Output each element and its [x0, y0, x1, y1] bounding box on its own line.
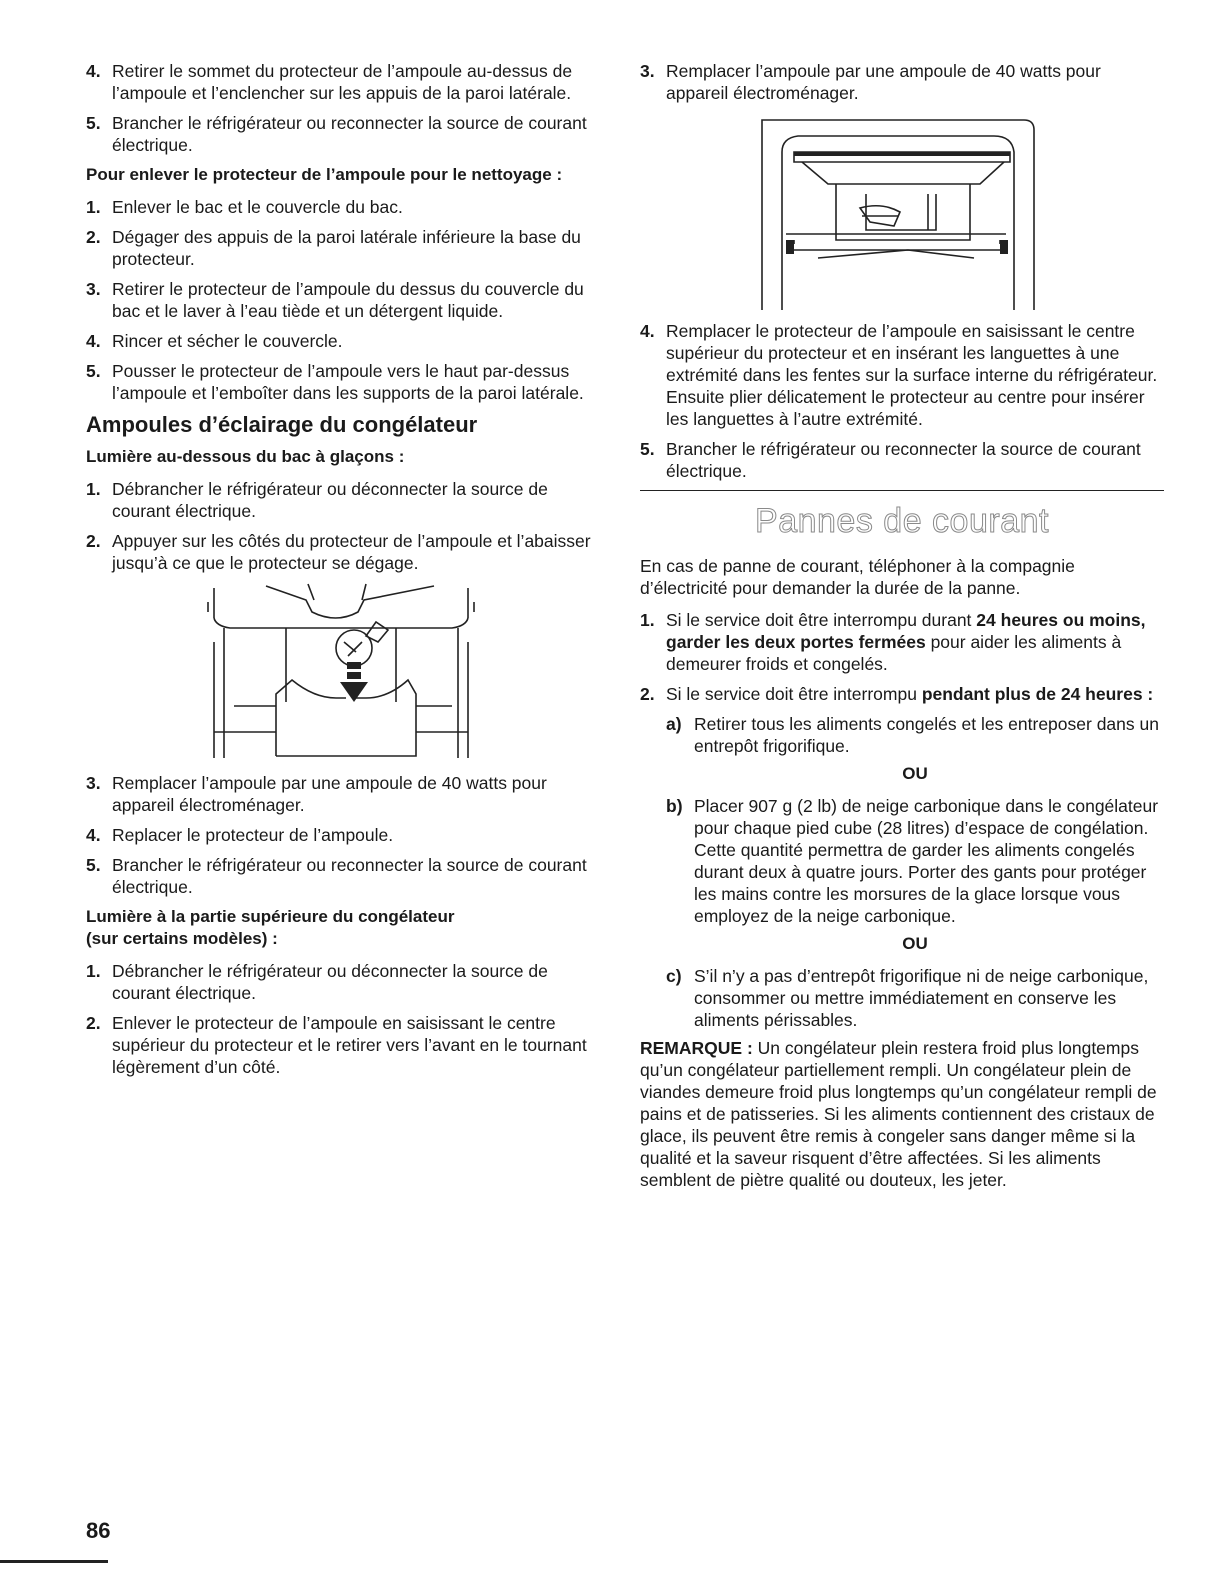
step-item — [640, 609, 1164, 675]
or-separator: OU — [902, 934, 928, 953]
step-number: 4. — [640, 321, 655, 341]
step-text: Rincer et sécher le couvercle. — [112, 331, 343, 351]
heading-line: Lumière à la partie supérieure du congélateur — [86, 907, 455, 926]
step-item — [86, 854, 608, 898]
footer-rule — [0, 1560, 108, 1563]
sub-step-text: S’il n’y a pas d’entrepôt frigorifique ni de neige carbonique, consommer ou mettre immédiatement en conserve les aliments périssables. — [694, 966, 1149, 1030]
step-number: 3. — [640, 61, 655, 81]
step-item — [640, 60, 1164, 104]
step-item — [640, 320, 1164, 430]
step-item — [86, 112, 608, 156]
step-number: 1. — [640, 610, 655, 630]
step-emphasis: 24 heures ou moins, garder les deux portes fermées — [666, 610, 1146, 652]
step-text: Pousser le protecteur de l’ampoule vers le haut par-dessus l’ampoule et l’emboîter dans les supports de la paroi latérale. — [112, 361, 584, 403]
step-number: 4. — [86, 825, 101, 845]
step-item — [86, 960, 608, 1004]
step-text: Retirer le protecteur de l’ampoule du dessus du couvercle du bac et le laver à l’eau tiède et un détergent liquide. — [112, 279, 584, 321]
step-text: Brancher le réfrigérateur ou reconnecter la source de courant électrique. — [666, 439, 1141, 481]
step-item — [86, 196, 608, 218]
step-list — [640, 320, 1164, 482]
freezer-lights-title: Ampoules d’éclairage du congélateur — [86, 412, 478, 437]
heading-line: (sur certains modèles) : — [86, 929, 278, 948]
light-shield-removal-illustration — [206, 582, 476, 762]
step-number: 1. — [86, 197, 101, 217]
sub-step-item — [666, 965, 1164, 1031]
step-item — [86, 530, 608, 574]
step-list — [640, 60, 1164, 104]
sub-step-list — [640, 965, 1164, 1031]
step-text: Retirer le sommet du protecteur de l’ampoule au-dessus de l’ampoule et l’enclencher sur les appuis de la paroi latérale. — [112, 61, 573, 103]
step-text: Dégager des appuis de la paroi latérale inférieure la base du protecteur. — [112, 227, 581, 269]
step-list — [86, 772, 608, 898]
step-item — [86, 360, 608, 404]
step-text: Replacer le protecteur de l’ampoule. — [112, 825, 394, 845]
step-number: 3. — [86, 279, 101, 299]
step-item — [86, 772, 608, 816]
top-freezer-light-illustration — [758, 112, 1038, 312]
step-text: pour aider les aliments à demeurer froids et congelés. — [666, 632, 1122, 674]
step-text: Enlever le protecteur de l’ampoule en saisissant le centre supérieur du protecteur et le retirer vers l’avant en le tournant légèrement d’un côté. — [112, 1013, 587, 1077]
power-outage-title: Pannes de courant — [755, 502, 1049, 540]
remark-text: Un congélateur plein restera froid plus longtemps qu’un congélateur partiellement rempli. Un congélateur plein de viandes demeure froid plus longtemps qu’un congélateur rempli de pains et de patisseries. Si les aliments contiennent des cristaux de glace, ils peuvent être remis à congeler sans danger même si la qualité et la saveur risquent d’être affectées. Si les aliments semblent de piètre qualité ou douteux, les jeter. — [640, 1038, 1157, 1190]
step-text: Remplacer le protecteur de l’ampoule en saisissant le centre supérieur du protecteur et en insérant les languettes à une extrémité dans les fentes sur la surface interne du réfrigérateur. Ensuite plier délicatement le protecteur au centre pour insérer les languettes à l’autre extrémité. — [666, 321, 1158, 429]
outage-step-list — [640, 609, 1164, 705]
section-divider — [640, 490, 1164, 491]
step-text: Appuyer sur les côtés du protecteur de l’ampoule et l’abaisser jusqu’à ce que le protecteur se dégage. — [112, 531, 591, 573]
step-number: 1. — [86, 961, 101, 981]
step-text: Remplacer l’ampoule par une ampoule de 40 watts pour appareil électroménager. — [112, 773, 547, 815]
outage-intro: En cas de panne de courant, téléphoner à la compagnie d’électricité pour demander la durée de la panne. — [640, 556, 1075, 598]
step-text: Brancher le réfrigérateur ou reconnecter la source de courant électrique. — [112, 113, 587, 155]
sub-step-item — [666, 713, 1164, 757]
step-number: 4. — [86, 61, 101, 81]
step-item — [86, 824, 608, 846]
step-number: 5. — [640, 439, 655, 459]
step-item — [640, 438, 1164, 482]
step-number: 2. — [640, 684, 655, 704]
step-list — [86, 60, 608, 156]
sub-step-item — [666, 795, 1164, 927]
step-item — [86, 1012, 608, 1078]
step-number: 5. — [86, 361, 101, 381]
right-column — [640, 60, 1164, 1201]
step-number: 5. — [86, 855, 101, 875]
step-text: Débrancher le réfrigérateur ou déconnecter la source de courant électrique. — [112, 961, 548, 1003]
step-item — [86, 226, 608, 270]
step-text: Si le service doit être interrompu durant — [666, 610, 977, 630]
step-item — [86, 278, 608, 322]
step-number: 1. — [86, 479, 101, 499]
left-column — [86, 60, 608, 1086]
step-text: Débrancher le réfrigérateur ou déconnecter la source de courant électrique. — [112, 479, 548, 521]
step-item — [640, 683, 1164, 705]
sub-step-letter: a) — [666, 714, 682, 734]
remark-label: REMARQUE : — [640, 1038, 753, 1058]
step-emphasis: pendant plus de 24 heures : — [921, 684, 1154, 704]
sub-step-text: Placer 907 g (2 lb) de neige carbonique dans le congélateur pour chaque pied cube (28 litres) d’espace de congélation. Cette quantité permettra de garder les aliments congelés durant deux à quatre jours. Porter des gants pour protéger les mains contre les morsures de la glace lorsque vous employez de la neige carbonique. — [694, 796, 1159, 926]
sub-step-text: Retirer tous les aliments congelés et les entreposer dans un entrepôt frigorifique. — [694, 714, 1159, 756]
sub-step-letter: c) — [666, 966, 682, 986]
step-text: Remplacer l’ampoule par une ampoule de 40 watts pour appareil électroménager. — [666, 61, 1101, 103]
step-list — [86, 960, 608, 1078]
step-text: Brancher le réfrigérateur ou reconnecter la source de courant électrique. — [112, 855, 587, 897]
step-list — [86, 196, 608, 404]
step-text: Enlever le bac et le couvercle du bac. — [112, 197, 403, 217]
or-separator: OU — [902, 764, 928, 783]
top-freezer-light-heading — [86, 906, 608, 950]
remark-paragraph — [640, 1037, 1164, 1191]
step-number: 2. — [86, 227, 101, 247]
step-list — [86, 478, 608, 574]
step-number: 2. — [86, 1013, 101, 1033]
step-item — [86, 60, 608, 104]
step-number: 4. — [86, 331, 101, 351]
step-number: 3. — [86, 773, 101, 793]
sub-step-list — [640, 795, 1164, 927]
step-number: 5. — [86, 113, 101, 133]
step-item — [86, 478, 608, 522]
sub-step-list — [640, 713, 1164, 757]
page-number: 86 — [86, 1518, 111, 1543]
step-item — [86, 330, 608, 352]
sub-step-letter: b) — [666, 796, 683, 816]
ice-bin-light-heading: Lumière au-dessous du bac à glaçons : — [86, 447, 405, 466]
step-text: Si le service doit être interrompu — [666, 684, 922, 704]
step-number: 2. — [86, 531, 101, 551]
cleaning-heading: Pour enlever le protecteur de l’ampoule pour le nettoyage : — [86, 165, 563, 184]
